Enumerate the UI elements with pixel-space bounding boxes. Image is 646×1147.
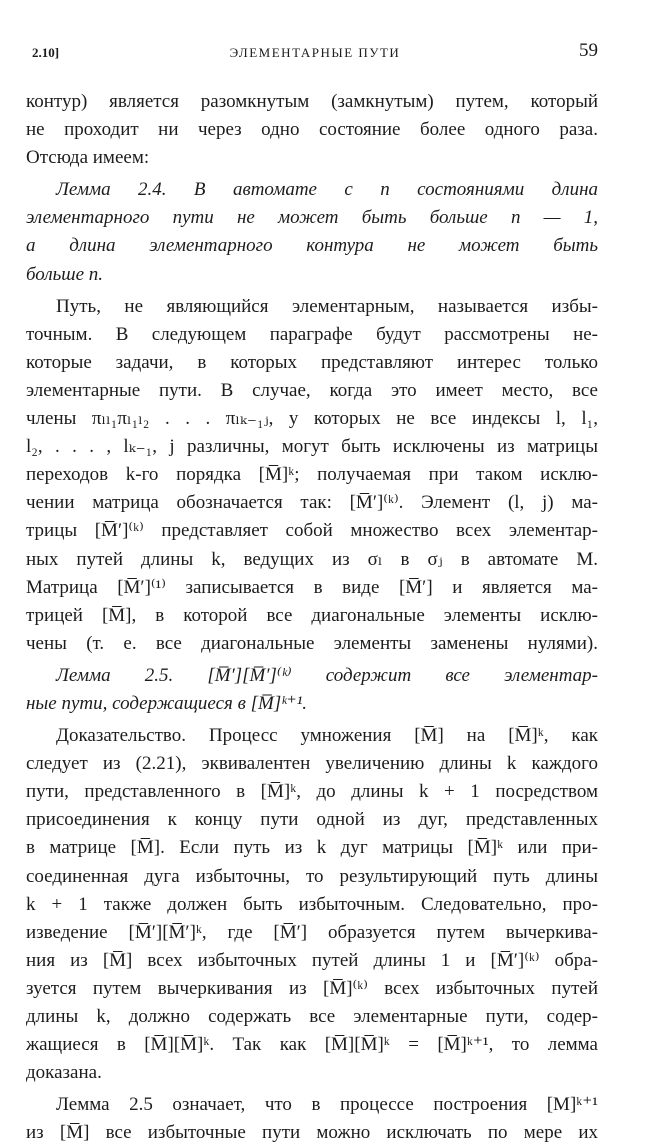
text-line: не проходит ни через одно состояние более одного раза.	[26, 119, 598, 141]
text-line: которые задачи, в которых представляют интерес только	[26, 351, 598, 373]
text-line: Матрица [M̅′]⁽¹⁾ записывается в виде [M̅′] и является ма-	[26, 576, 598, 598]
proof-line: изведение [M̅′][M̅′]ᵏ, где [M̅′] образуется путем вычеркива-	[26, 921, 598, 943]
page-number: 59	[579, 40, 598, 61]
proof-line: жащиеся в [M̅][M̅]ᵏ. Так как [M̅][M̅]ᵏ = [M̅]ᵏ⁺¹, то лемма	[26, 1034, 598, 1056]
lemma-2-4-line: элементарного пути не может быть больше n — 1,	[26, 207, 598, 229]
proof-line: в матрице [M̅]. Если путь из k дуг матрицы [M̅]ᵏ или при-	[26, 837, 598, 859]
proof-line: соединенная дуга избыточны, то результирующий путь длины	[26, 865, 598, 887]
text-line: Лемма 2.5 означает, что в процессе построения [M]ᵏ⁺¹	[56, 1094, 598, 1116]
proof-line: пути, представленного в [M̅]ᵏ, до длины k + 1 посредством	[26, 781, 598, 803]
text-line: трицей [M̅], в которой все диагональные элементы исклю-	[26, 604, 598, 626]
section-number: 2.10]	[32, 45, 60, 60]
proof-line: k + 1 также должен быть избыточным. Следовательно, про-	[26, 893, 598, 915]
text-line: трицы [M̅′]⁽ᵏ⁾ представляет собой множество всех элементар-	[26, 520, 598, 542]
text-line: из [M̅] все избыточные пути можно исключать по мере их	[26, 1122, 598, 1144]
lemma-2-5-line: ные пути, содержащиеся в [M̅]ᵏ⁺¹.	[26, 692, 308, 714]
text-line: элементарные пути. В случае, когда это имеет место, все	[26, 379, 598, 401]
text-line: точным. В следующем параграфе будут рассмотрены не-	[26, 323, 598, 345]
proof-line: следует из (2.21), эквивалентен увеличению длины k каждого	[26, 753, 598, 775]
text-line: контур) является разомкнутым (замкнутым) путем, который	[26, 91, 598, 112]
lemma-2-4-line: Лемма 2.4. В автомате с n состояниями длина	[56, 179, 598, 201]
page-body	[26, 88, 598, 1147]
text-line: Путь, не являющийся элементарным, называется избы-	[56, 295, 598, 317]
proof-line: зуется путем вычеркивания из [M̅]⁽ᵏ⁾ всех избыточных путей	[26, 977, 598, 999]
lemma-2-4-line: а длина элементарного контура не может быть	[26, 235, 598, 257]
text-line: чены (т. е. все диагональные элементы заменены нулями).	[26, 632, 598, 654]
running-header	[32, 40, 598, 66]
text-line: чении матрица обозначается так: [M̅′]⁽ᵏ⁾. Элемент (l, j) ма-	[26, 492, 598, 514]
lemma-2-4-line: больше n.	[26, 263, 104, 285]
lemma-2-5-line: Лемма 2.5. [M̅′][M̅′]⁽ᵏ⁾ содержит все элементар-	[56, 664, 598, 686]
proof-line: ния из [M̅] всех избыточных путей длины 1 и [M̅′]⁽ᵏ⁾ обра-	[26, 949, 598, 971]
proof-line: доказана.	[26, 1062, 102, 1084]
proof-line: длины k, должно содержать все элементарные пути, содер-	[26, 1006, 598, 1027]
proof-line: Доказательство. Процесс умножения [M̅] на [M̅]ᵏ, как	[56, 725, 598, 747]
text-line: Отсюда имеем:	[26, 147, 150, 169]
running-title: ЭЛЕМЕНТАРНЫЕ ПУТИ	[229, 45, 401, 60]
proof-line: присоединения к концу пути одной из дуг, представленных	[26, 809, 598, 831]
text-line: l₂, . . . , lₖ₋₁, j различны, могут быть исключены из матрицы	[26, 436, 598, 458]
text-line: переходов k-го порядка [M̅]ᵏ; получаемая при таком исклю-	[26, 464, 598, 486]
text-line: ных путей длины k, ведущих из σₗ в σⱼ в автомате M.	[26, 548, 598, 570]
text-line: члены πₗₗ₁πₗ₁ₗ₂ . . . πₗₖ₋₁ⱼ, у которых не все индексы l, l₁,	[26, 408, 598, 430]
